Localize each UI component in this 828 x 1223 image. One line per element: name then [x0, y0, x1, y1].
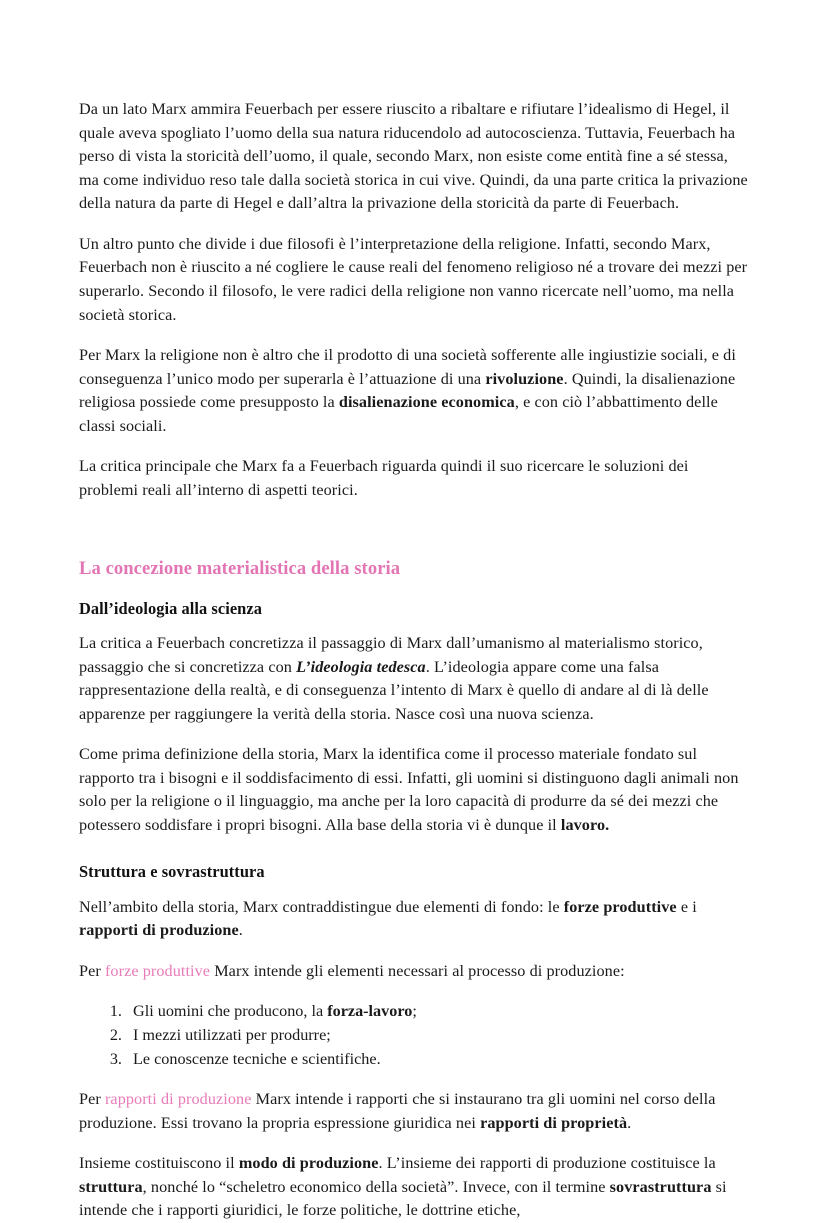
section-heading-concezione-materialistica: La concezione materialistica della storia	[79, 558, 401, 580]
paragraph-text-part: . L’insieme dei rapporti di produzione costituisce la	[378, 1154, 716, 1173]
list-item-text: Le conoscenze tecniche e scientifiche.	[133, 1049, 381, 1068]
paragraph-text-part: Marx intende gli elementi necessari al processo di produzione:	[210, 961, 625, 980]
bold-struttura: struttura	[79, 1177, 143, 1196]
paragraph-text-part: Per	[79, 961, 105, 980]
bold-forze-produttive: forze produttive	[563, 897, 677, 916]
sub-heading-struttura-e-sovrastruttura: Struttura e sovrastruttura	[79, 862, 265, 882]
paragraph-text-part: Per Marx la religione non è altro che il prodotto di una società sofferente alle ingiustizie sociali, e di conseguenza l’unico modo per superarla è l’attuazione di una	[79, 346, 736, 388]
paragraph-text-part: . L’ideologia appare come una falsa rappresentazione della realtà, e di conseguenza l’intento di Marx è quello di andare al di là delle apparenze per raggiungere la verità della storia. Nasce così una nuova scienza.	[79, 657, 709, 723]
paragraph-text: Un altro punto che divide i due filosofi è l’interpretazione della religione. Infatti, secondo Marx, Feuerbach non è riuscito a né cogliere le cause reali del fenomeno religioso né a trovare dei mezzi per superarlo. Secondo il filosofo, le vere radici della religione non vanno ricercate nell’uomo, ma nella società storica.	[79, 234, 748, 324]
paragraph-text-part: Insieme costituiscono il	[79, 1154, 239, 1173]
paragraph-critica-principale	[79, 455, 751, 502]
highlight-forze-produttive: forze produttive	[104, 961, 211, 980]
bold-rivoluzione: rivoluzione	[485, 369, 564, 388]
paragraph-text-part: .	[627, 1113, 632, 1132]
paragraph-text-part: si intende che i rapporti giuridici, le forze politiche, le dottrine etiche,	[79, 1177, 727, 1220]
bold-forza-lavoro: forza-lavoro	[327, 1002, 413, 1021]
paragraph-modo-di-produzione	[79, 1152, 751, 1223]
list-item	[126, 1024, 751, 1048]
paragraph-text-part: La critica a Feuerbach concretizza il passaggio di Marx dall’umanismo al materialismo storico, passaggio che si concretizza con	[79, 633, 703, 676]
list-item-text: I mezzi utilizzati per produrre;	[133, 1026, 331, 1045]
paragraph-text-part: Marx intende i rapporti che si instaurano tra gli uomini nel corso della produzione. Essi trovano la propria espressione giuridica nei	[79, 1090, 716, 1132]
bold-modo-di-produzione: modo di produzione	[238, 1154, 379, 1173]
highlight-rapporti-di-produzione: rapporti di produzione	[104, 1090, 252, 1109]
list-item-text-post: ;	[412, 1002, 417, 1021]
bold-rapporti-di-proprieta: rapporti di proprietà	[480, 1113, 628, 1132]
paragraph-text-part: , e con ciò l’abbattimento delle classi sociali.	[79, 393, 718, 435]
bold-rapporti-di-produzione: rapporti di produzione	[79, 921, 239, 940]
list-forze-produttive	[79, 1000, 751, 1071]
paragraph-text: La critica principale che Marx fa a Feuerbach riguarda quindi il suo ricercare le soluzioni dei problemi reali all’interno di aspetti teorici.	[79, 457, 689, 499]
list-item-text: Gli uomini che producono, la	[133, 1002, 328, 1021]
sub-heading-dall-ideologia-alla-scienza: Dall’ideologia alla scienza	[79, 598, 262, 618]
bold-disalienazione-economica: disalienazione economica	[338, 393, 515, 412]
paragraph-religione-prodotto	[79, 344, 751, 438]
list-item	[126, 1000, 751, 1024]
paragraph-per-rapporti-di-produzione	[79, 1088, 751, 1135]
title-ideologia-tedesca: L’ideologia tedesca	[296, 657, 426, 676]
paragraph-text-part: Per	[79, 1090, 105, 1109]
paragraph-text-part: .	[238, 921, 243, 940]
bold-lavoro: lavoro.	[560, 815, 610, 834]
paragraph-feuerbach-hegel	[79, 98, 751, 216]
paragraph-elementi-di-fondo	[79, 896, 751, 943]
document-content	[79, 98, 751, 1223]
paragraph-per-forze-produttive	[79, 960, 751, 984]
paragraph-definizione-storia	[79, 743, 751, 837]
list-item	[126, 1048, 751, 1072]
paragraph-text-part: , nonché lo “scheletro economico della società”. Invece, con il termine	[142, 1177, 610, 1196]
paragraph-text-part: e i	[676, 897, 697, 916]
paragraph-text-part: . Quindi, la disalienazione religiosa possiede come presupposto la	[79, 369, 736, 412]
paragraph-text-part: Nell’ambito della storia, Marx contraddistingue due elementi di fondo: le	[79, 897, 564, 916]
paragraph-ideologia-tedesca	[79, 632, 751, 726]
paragraph-religione-interpretazione	[79, 233, 751, 327]
paragraph-text: Da un lato Marx ammira Feuerbach per essere riuscito a ribaltare e rifiutare l’idealismo di Hegel, il quale aveva spogliato l’uomo della sua natura riducendolo ad autocoscienza. Tuttavia, Feuerbach ha perso di vista la storicità dell’uomo, il quale, secondo Marx, non esiste come entità fine a sé stessa, ma come individuo reso tale dalla società storica in cui vive. Quindi, da una parte critica la privazione della natura da parte di Hegel e dall’altra la privazione della storicità da parte di Feuerbach.	[79, 100, 748, 213]
paragraph-text-part: Come prima definizione della storia, Marx la identifica come il processo materiale fondato sul rapporto tra i bisogni e il soddisfacimento di essi. Infatti, gli uomini si distinguono dagli animali non solo per la religione o il linguaggio, ma anche per la loro capacità di produrre da sé dei mezzi che potessero soddisfare i propri bisogni. Alla base della storia vi è dunque il	[79, 745, 739, 834]
bold-sovrastruttura: sovrastruttura	[609, 1177, 712, 1196]
